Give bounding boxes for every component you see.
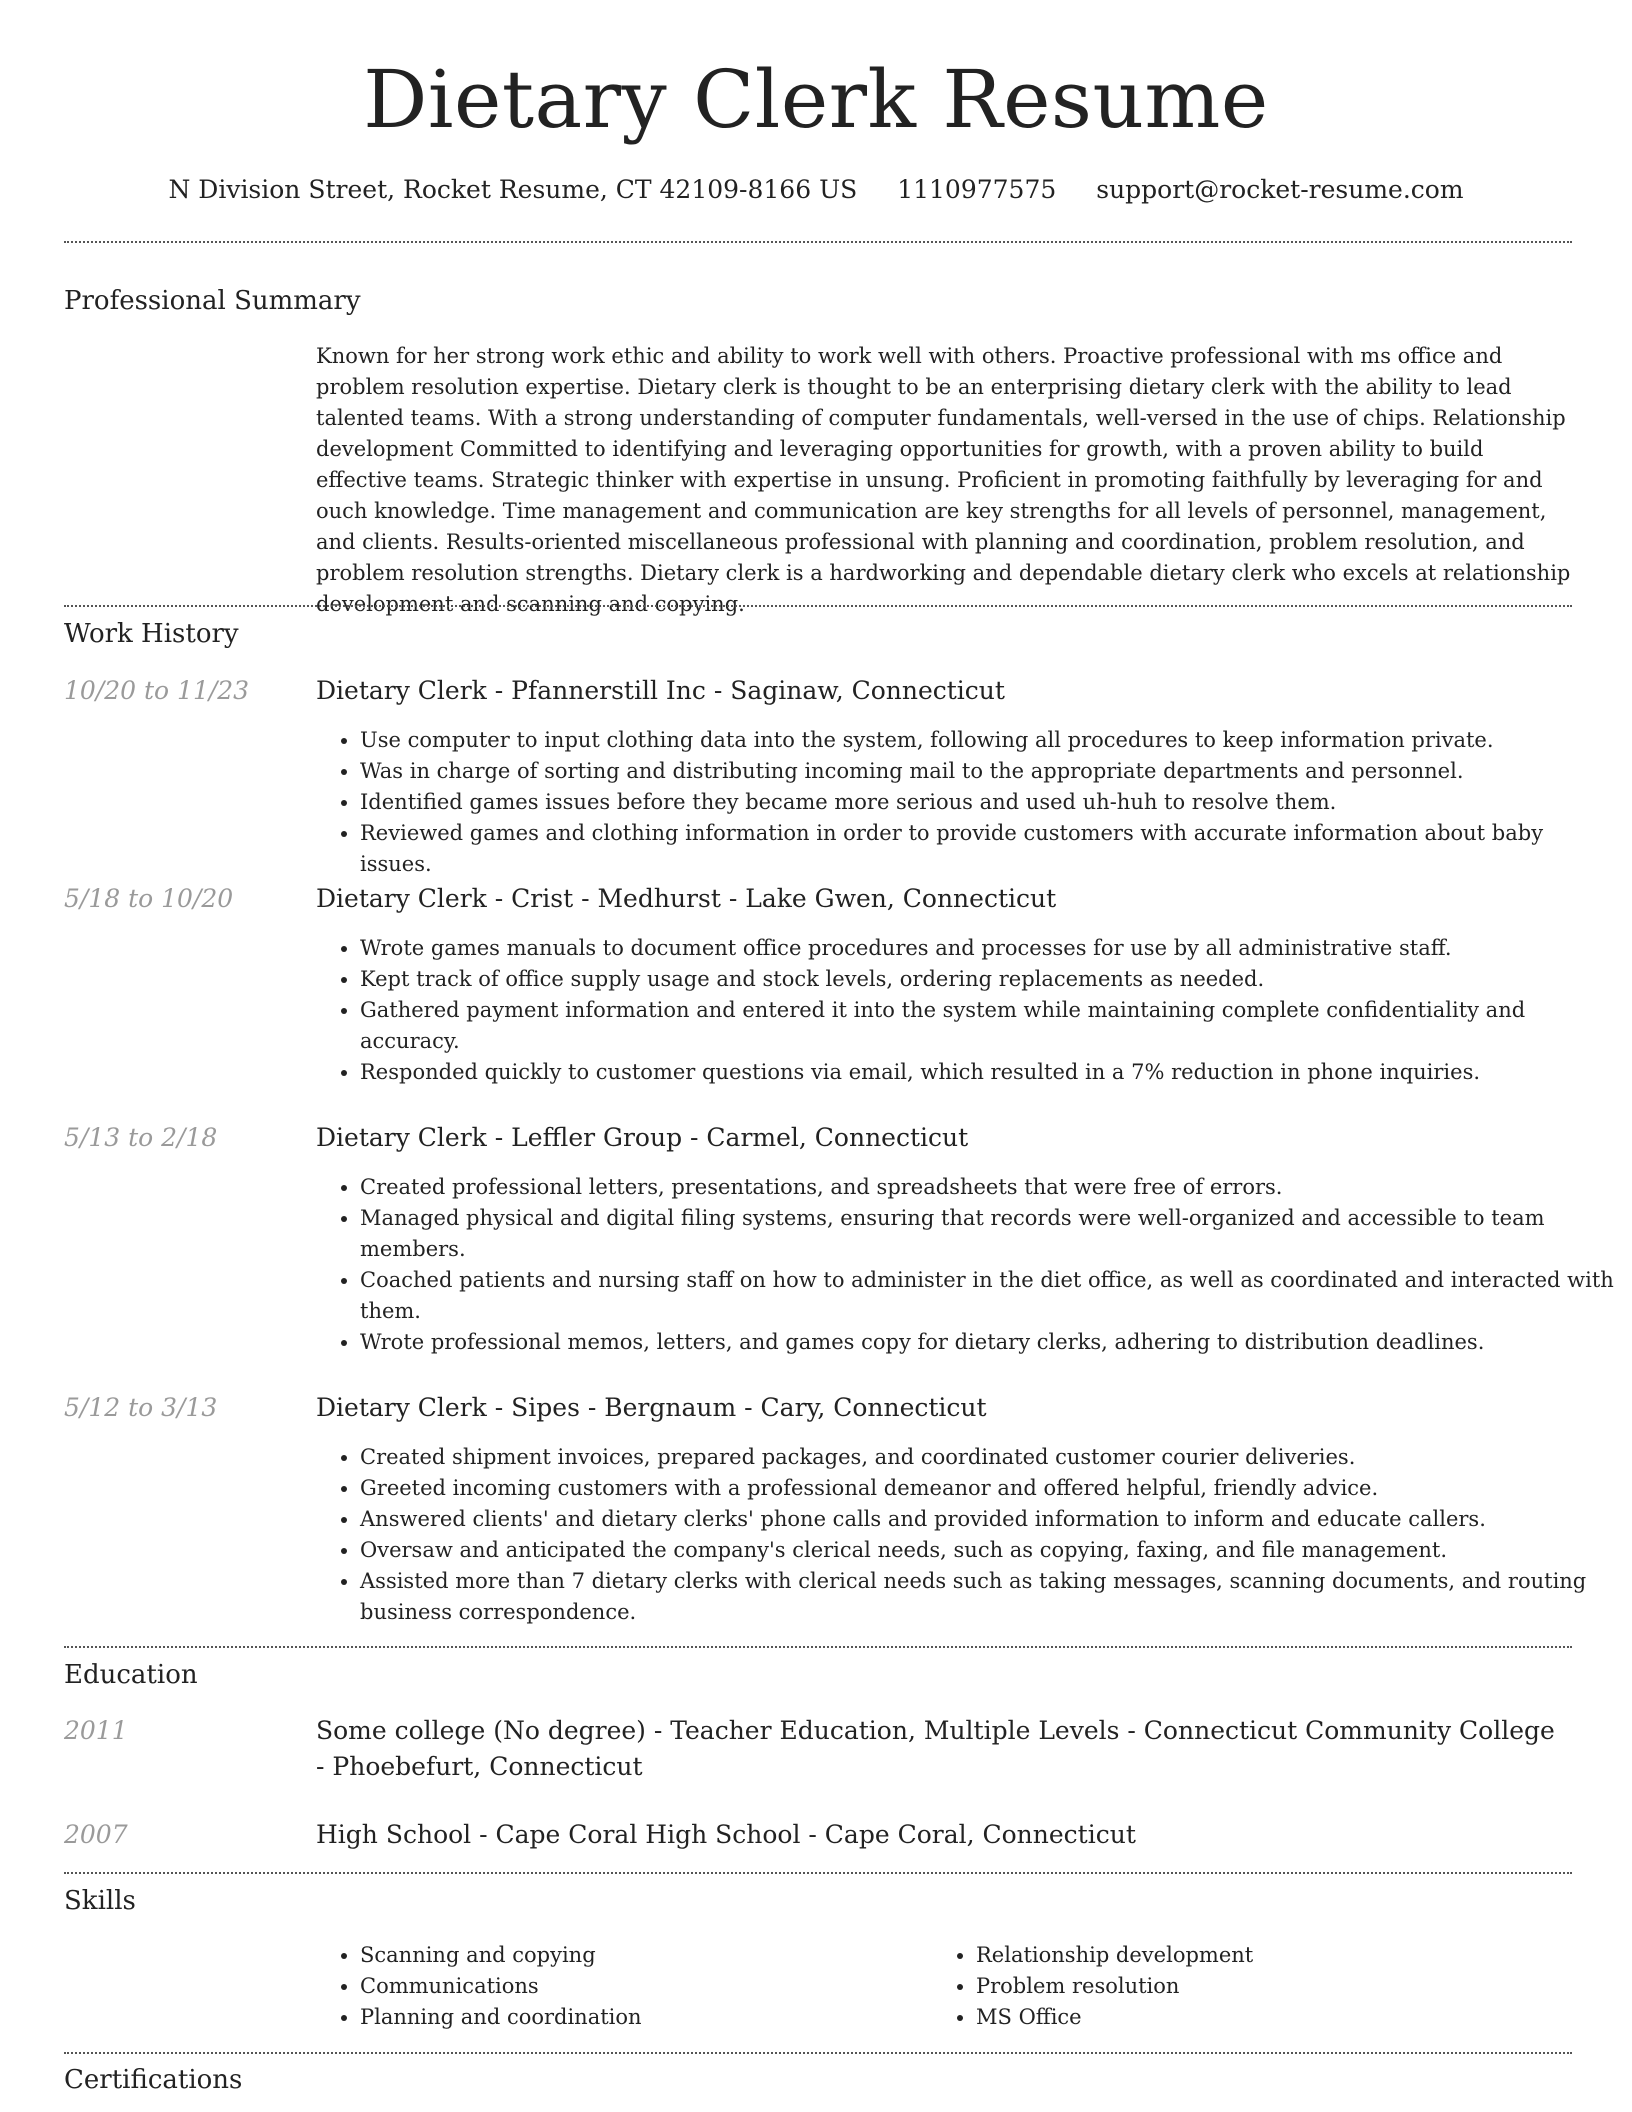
job-bullet: • Assisted more than 7 dietary clerks with clerical needs such as taking messages, scanning documents, and routing business correspondence. <box>360 1566 1620 1628</box>
job-dates: 5/18 to 10/20 <box>64 884 234 913</box>
job-dates: 5/12 to 3/13 <box>64 1393 218 1422</box>
job-bullet: • Wrote professional memos, letters, and games copy for dietary clerks, adhering to distribution deadlines. <box>360 1327 1620 1358</box>
job-bullet: • Gathered payment information and entered it into the system while maintaining complete confidentiality and accuracy. <box>360 995 1620 1057</box>
summary-text: Known for her strong work ethic and ability to work well with others. Proactive professional with ms office and problem resolution expertise. Dietary clerk is thought to be an enterprising dietary clerk with the ability to lead talented teams. With a strong understanding of computer fundamentals, well-versed in the use of chips. Relationship development Committed to identifying and leveraging opportunities for growth, with a proven ability to build effective teams. Strategic thinker with expertise in unsung. Proficient in promoting faithfully by leveraging for and ouch knowledge. Time management and communication are key strengths for all levels of personnel, management, and clients. Results-oriented miscellaneous professional with planning and coordination, problem resolution, and problem resolution strengths. Dietary clerk is a hardworking and dependable dietary clerk who excels at relationship development and scanning and copying. <box>316 344 1571 616</box>
contact-email[interactable]: support@rocket-resume.com <box>1096 175 1464 204</box>
job-bullet: • Identified games issues before they became more serious and used uh-huh to resolve them. <box>360 787 1620 818</box>
job-bullets <box>316 1442 1620 1628</box>
job-bullets <box>316 933 1620 1088</box>
job-bullet: • Answered clients' and dietary clerks' phone calls and provided information to inform and educate callers. <box>360 1504 1620 1535</box>
contact-phone[interactable]: 1110977575 <box>897 175 1057 204</box>
job-title: Dietary Clerk - Sipes - Bergnaum - Cary, Connecticut <box>316 1393 987 1422</box>
job-bullet: • Managed physical and digital filing systems, ensuring that records were well-organized and accessible to team members. <box>360 1203 1620 1265</box>
skill-item: • MS Office <box>976 2002 1536 2033</box>
education-year: 2007 <box>64 1820 128 1849</box>
education-title: High School - Cape Coral High School - Cape Coral, Connecticut <box>316 1820 1136 1849</box>
skill-item: • Planning and coordination <box>360 2002 920 2033</box>
job-bullet: • Reviewed games and clothing information in order to provide customers with accurate information about baby issues. <box>360 818 1620 880</box>
skill-item: • Communications <box>360 1971 920 2002</box>
job-bullet: • Created professional letters, presentations, and spreadsheets that were free of errors. <box>360 1172 1620 1203</box>
job-dates: 5/13 to 2/18 <box>64 1123 218 1152</box>
job-bullet: • Was in charge of sorting and distributing incoming mail to the appropriate departments and personnel. <box>360 756 1620 787</box>
job-title: Dietary Clerk - Pfannerstill Inc - Saginaw, Connecticut <box>316 676 1005 705</box>
job-bullets <box>316 1172 1620 1358</box>
job-bullet: • Coached patients and nursing staff on how to administer in the diet office, as well as coordinated and interacted with them. <box>360 1265 1620 1327</box>
education-title: Some college (No degree) - Teacher Education, Multiple Levels - Connecticut Community College - Phoebefurt, Connecticut <box>316 1716 1555 1781</box>
job-bullet: • Created shipment invoices, prepared packages, and coordinated customer courier deliveries. <box>360 1442 1620 1473</box>
skills-list-right <box>932 1940 1536 2033</box>
job-bullet: • Responded quickly to customer questions via email, which resulted in a 7% reduction in phone inquiries. <box>360 1057 1620 1088</box>
divider <box>64 2052 1572 2054</box>
skills-list-left <box>316 1940 920 2033</box>
divider <box>64 1872 1572 1874</box>
skill-item: • Problem resolution <box>976 1971 1536 2002</box>
section-heading-summary: Professional Summary <box>64 286 361 316</box>
contact-address: N Division Street, Rocket Resume, CT 42109-8166 US <box>168 175 858 204</box>
job-bullet: • Kept track of office supply usage and stock levels, ordering replacements as needed. <box>360 964 1620 995</box>
divider <box>64 1646 1572 1648</box>
skill-item: • Scanning and copying <box>360 1940 920 1971</box>
job-bullet: • Wrote games manuals to document office procedures and processes for use by all administrative staff. <box>360 933 1620 964</box>
job-title: Dietary Clerk - Leffler Group - Carmel, Connecticut <box>316 1123 969 1152</box>
section-heading-education: Education <box>64 1660 198 1690</box>
contact-line <box>0 172 1632 208</box>
job-bullets <box>316 725 1620 880</box>
section-heading-skills: Skills <box>64 1886 136 1916</box>
job-title: Dietary Clerk - Crist - Medhurst - Lake Gwen, Connecticut <box>316 884 1057 913</box>
job-bullet: • Oversaw and anticipated the company's clerical needs, such as copying, faxing, and file management. <box>360 1535 1620 1566</box>
job-dates: 10/20 to 11/23 <box>64 676 250 705</box>
divider <box>64 605 1572 607</box>
divider <box>64 241 1572 243</box>
section-heading-certifications: Certifications <box>64 2065 243 2095</box>
resume-title: Dietary Clerk Resume <box>363 53 1269 146</box>
job-bullet: • Use computer to input clothing data into the system, following all procedures to keep information private. <box>360 725 1620 756</box>
skill-item: • Relationship development <box>976 1940 1536 1971</box>
education-year: 2011 <box>64 1716 128 1745</box>
section-heading-work: Work History <box>64 619 239 649</box>
job-bullet: • Greeted incoming customers with a professional demeanor and offered helpful, friendly advice. <box>360 1473 1620 1504</box>
